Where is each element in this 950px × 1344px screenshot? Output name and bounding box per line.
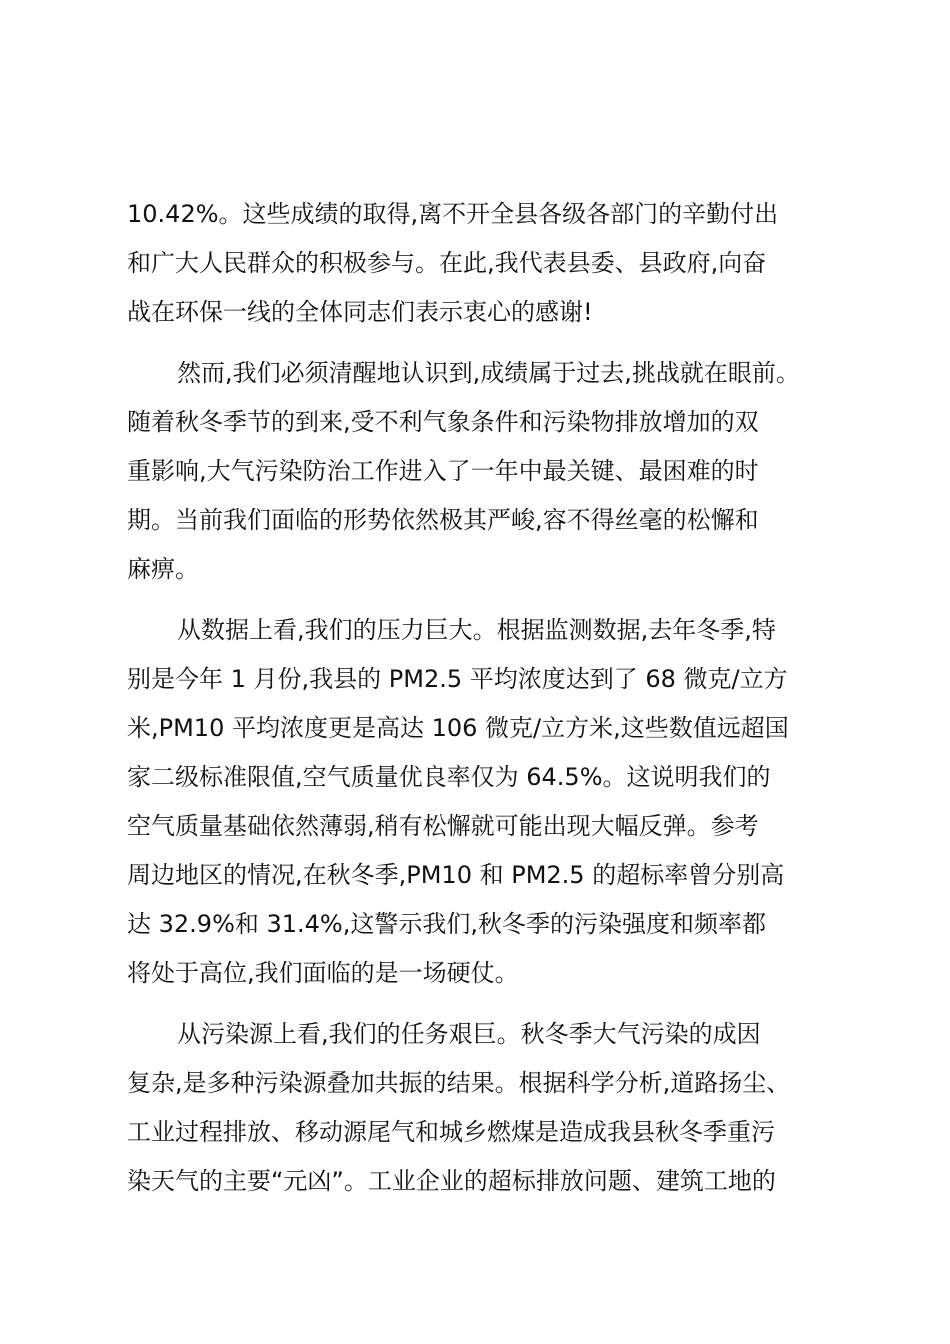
text-line: 复杂,是多种污染源叠加共振的结果。根据科学分析,道路扬尘、 xyxy=(127,1069,791,1097)
text-line: 工业过程排放、移动源尾气和城乡燃煤是造成我县秋冬季重污 xyxy=(127,1118,775,1146)
text-line: 期。当前我们面临的形势依然极其严峻,容不得丝毫的松懈和 xyxy=(127,506,759,534)
text-line: 将处于高位,我们面临的是一场硬仗。 xyxy=(127,959,519,987)
text-line: 10.42%。这些成绩的取得,离不开全县各级各部门的辛勤付出 xyxy=(127,200,779,228)
text-line: 空气质量基础依然薄弱,稍有松懈就可能出现大幅反弹。参考 xyxy=(127,812,759,840)
paragraph-2 xyxy=(127,349,827,594)
text-line: 然而,我们必须清醒地认识到,成绩属于过去,挑战就在眼前。 xyxy=(177,359,800,387)
text-line: 从数据上看,我们的压力巨大。根据监测数据,去年冬季,特 xyxy=(177,616,776,644)
text-line: 家二级标准限值,空气质量优良率仅为 64.5%。这说明我们的 xyxy=(127,763,771,791)
text-line: 从污染源上看,我们的任务艰巨。秋冬季大气污染的成因 xyxy=(177,1020,761,1048)
text-line: 染天气的主要“元凶”。工业企业的超标排放问题、建筑工地的 xyxy=(127,1167,776,1195)
text-line: 米,PM10 平均浓度更是高达 106 微克/立方米,这些数值远超国 xyxy=(127,714,789,742)
text-line: 随着秋冬季节的到来,受不利气象条件和污染物排放增加的双 xyxy=(127,408,759,436)
text-line: 达 32.9%和 31.4%,这警示我们,秋冬季的污染强度和频率都 xyxy=(127,910,766,938)
text-line: 周边地区的情况,在秋冬季,PM10 和 PM2.5 的超标率曾分别高 xyxy=(127,861,785,889)
text-line: 别是今年 1 月份,我县的 PM2.5 平均浓度达到了 68 微克/立方 xyxy=(127,665,788,693)
document-body xyxy=(127,190,827,1206)
text-line: 麻痹。 xyxy=(127,555,199,583)
paragraph-1 xyxy=(127,190,827,337)
paragraph-3 xyxy=(127,606,827,998)
text-line: 和广大人民群众的积极参与。在此,我代表县委、县政府,向奋 xyxy=(127,249,767,277)
paragraph-4 xyxy=(127,1010,827,1206)
text-line: 重影响,大气污染防治工作进入了一年中最关键、最困难的时 xyxy=(127,457,759,485)
text-line: 战在环保一线的全体同志们表示衷心的感谢! xyxy=(127,298,593,326)
